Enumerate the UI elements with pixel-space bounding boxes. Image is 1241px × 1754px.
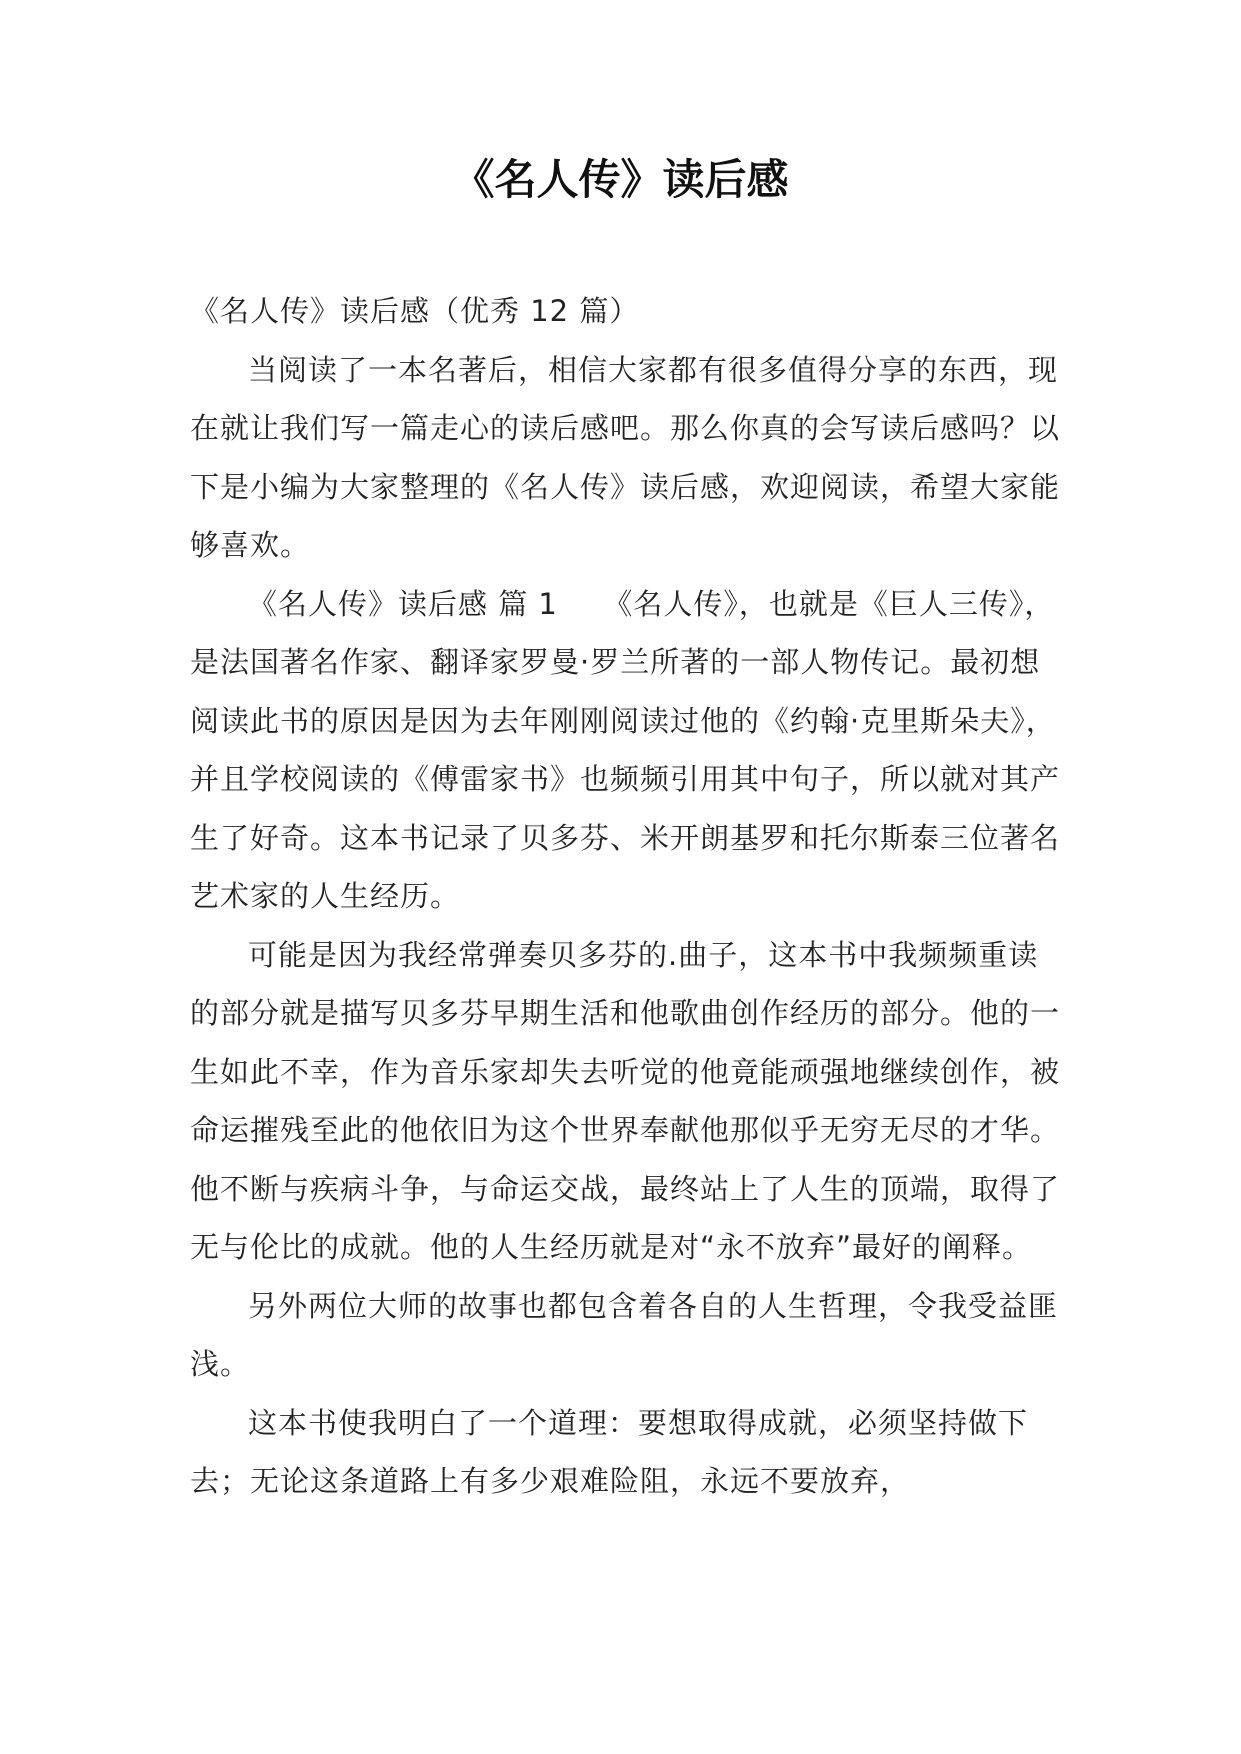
paragraph: 另外两位大师的故事也都包含着各自的人生哲理，令我受益匪浅。 (190, 1288, 1059, 1381)
paragraph: 可能是因为我经常弹奏贝多芬的.曲子，这本书中我频频重读的部分就是描写贝多芬早期生活和他歌曲创作经历的部分。他的一生如此不幸，作为音乐家却失去听觉的他竟能顽强地继续创作，被命运摧残至此的他依旧为这个世界奉献他那似乎无穷无尽的才华。他不断与疾病斗争，与命运交战，最终站上了人生的顶端，取得了无与伦比的成就。他的人生经历就是对“永不放弃”最好的阐释。 (190, 937, 1061, 1264)
document-subtitle: 《名人传》读后感（优秀 12 篇） (190, 294, 640, 328)
document-title: 《名人传》读后感 (452, 155, 789, 204)
paragraph: 《名人传》读后感 篇 1 《名人传》，也就是《巨人三传》，是法国著名作家、翻译家罗曼·罗兰所著的一部人物传记。最初想阅读此书的原因是因为去年刚刚阅读过他的《约翰·克里斯朵夫》，并且学校阅读的《傅雷家书》也频频引用其中句子，所以就对其产生了好奇。这本书记录了贝多芬、米开朗基罗和托尔斯泰三位著名艺术家的人生经历。 (190, 586, 1061, 913)
paragraph: 这本书使我明白了一个道理：要想取得成就，必须坚持做下去；无论这条道路上有多少艰难险阻，永远不要放弃， (190, 1405, 1029, 1498)
paragraph: 当阅读了一本名著后，相信大家都有很多值得分享的东西，现在就让我们写一篇走心的读后感吧。那么你真的会写读后感吗？以下是小编为大家整理的《名人传》读后感，欢迎阅读，希望大家能够喜欢。 (190, 352, 1061, 562)
document-body (190, 282, 1060, 1511)
